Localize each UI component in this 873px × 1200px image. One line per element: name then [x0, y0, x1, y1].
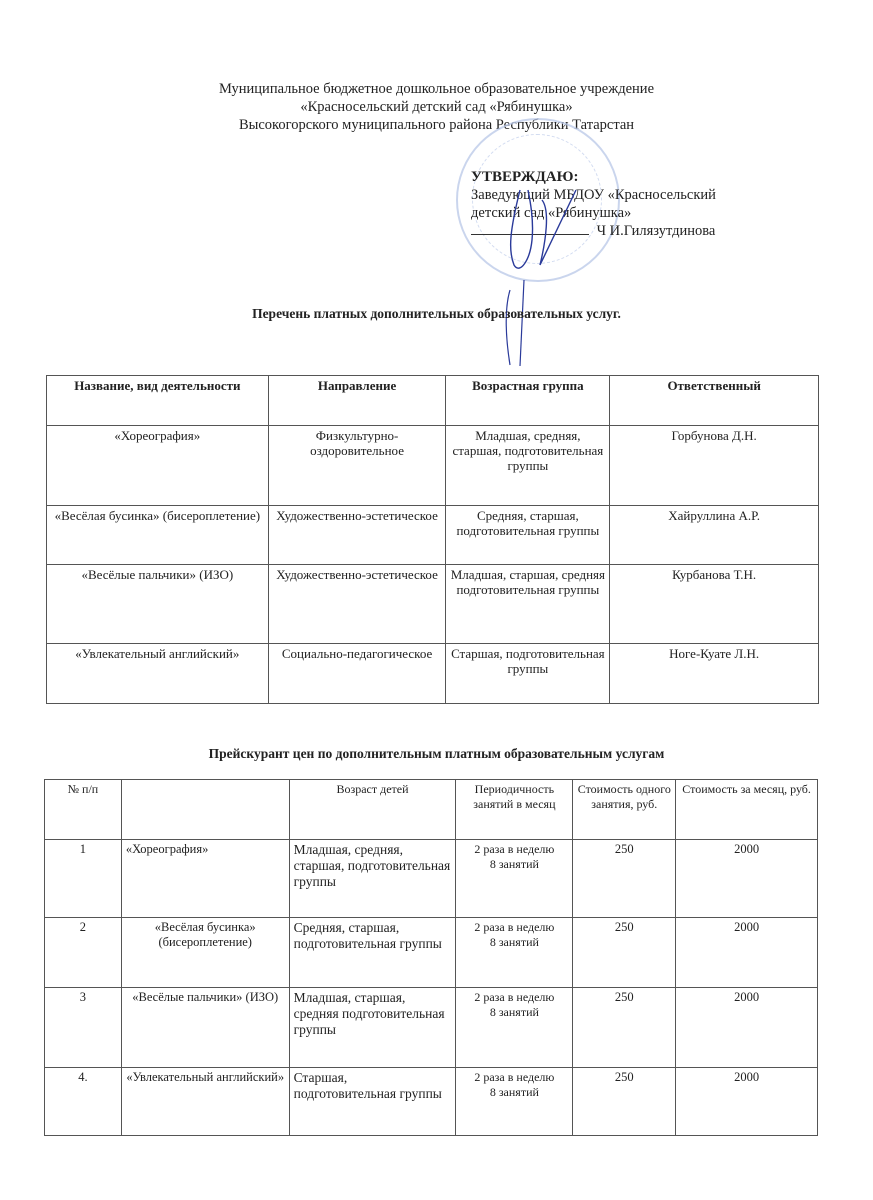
- service-responsible: Хайруллина А.Р.: [610, 506, 819, 565]
- service-name: «Весёлая бусинка» (бисероплетение): [121, 918, 289, 988]
- services-table: [46, 375, 819, 704]
- service-direction: Социально-педагогическое: [268, 644, 446, 704]
- institution-header: [0, 80, 873, 134]
- approval-signer: Ч И.Гилязутдинова: [596, 223, 716, 239]
- column-header: [121, 780, 289, 840]
- table-row: [45, 1068, 818, 1136]
- frequency-per-week: 2 раза в неделю: [474, 990, 555, 1004]
- column-header: Возраст детей: [289, 780, 456, 840]
- handwritten-signature-icon: [480, 170, 620, 370]
- service-name: «Хореография»: [47, 426, 269, 506]
- column-header: Название, вид деятельности: [47, 376, 269, 426]
- approval-position-line-1: Заведующий МБДОУ «Красносельский: [471, 187, 716, 203]
- frequency: [456, 988, 573, 1068]
- table-row: [47, 506, 819, 565]
- service-age-group: Средняя, старшая, подготовительная группы: [446, 506, 610, 565]
- lessons-per-month: 8 занятий: [489, 857, 539, 871]
- column-header: Стоимость за месяц, руб.: [676, 780, 818, 840]
- frequency-per-week: 2 раза в неделю: [474, 1070, 555, 1084]
- children-age: Младшая, средняя, старшая, подготовительная группы: [289, 840, 456, 918]
- column-header: Направление: [268, 376, 446, 426]
- monthly-price: 2000: [676, 1068, 818, 1136]
- service-responsible: Горбунова Д.Н.: [610, 426, 819, 506]
- frequency-per-week: 2 раза в неделю: [474, 920, 555, 934]
- table-row: [45, 840, 818, 918]
- lessons-per-month: 8 занятий: [489, 1005, 539, 1019]
- table-row: [47, 644, 819, 704]
- service-name: «Увлекательный английский»: [121, 1068, 289, 1136]
- table-header-row: [45, 780, 818, 840]
- frequency-per-week: 2 раза в неделю: [474, 842, 555, 856]
- service-direction: Физкультурно-оздоровительное: [268, 426, 446, 506]
- services-list-title: Перечень платных дополнительных образовательных услуг.: [252, 306, 621, 321]
- service-age-group: Младшая, старшая, средняя подготовительная группы: [446, 565, 610, 644]
- service-name: «Весёлая бусинка» (бисероплетение): [47, 506, 269, 565]
- service-name: «Весёлые пальчики» (ИЗО): [121, 988, 289, 1068]
- column-header: Возрастная группа: [446, 376, 610, 426]
- price-list-title: Прейскурант цен по дополнительным платным образовательным услугам: [208, 746, 665, 761]
- column-header: Периодичность занятий в месяц: [456, 780, 573, 840]
- children-age: Средняя, старшая, подготовительная группы: [289, 918, 456, 988]
- service-age-group: Старшая, подготовительная группы: [446, 644, 610, 704]
- table-header-row: [47, 376, 819, 426]
- monthly-price: 2000: [676, 988, 818, 1068]
- price-table: [44, 779, 818, 1136]
- lesson-price: 250: [573, 840, 676, 918]
- table-row: [45, 918, 818, 988]
- column-header: Стоимость одного занятия, руб.: [573, 780, 676, 840]
- service-age-group: Младшая, средняя, старшая, подготовительная группы: [446, 426, 610, 506]
- service-name: «Весёлые пальчики» (ИЗО): [47, 565, 269, 644]
- table-row: [45, 988, 818, 1068]
- row-number: 1: [45, 840, 122, 918]
- children-age: Младшая, старшая, средняя подготовительная группы: [289, 988, 456, 1068]
- table-row: [47, 426, 819, 506]
- service-responsible: Курбанова Т.Н.: [610, 565, 819, 644]
- children-age: Старшая, подготовительная группы: [289, 1068, 456, 1136]
- approval-title: УТВЕРЖДАЮ:: [471, 169, 579, 185]
- service-direction: Художественно-эстетическое: [268, 506, 446, 565]
- frequency: [456, 1068, 573, 1136]
- table-row: [47, 565, 819, 644]
- lesson-price: 250: [573, 1068, 676, 1136]
- monthly-price: 2000: [676, 918, 818, 988]
- monthly-price: 2000: [676, 840, 818, 918]
- lesson-price: 250: [573, 988, 676, 1068]
- header-line-1: Муниципальное бюджетное дошкольное образовательное учреждение: [219, 81, 654, 97]
- frequency: [456, 918, 573, 988]
- column-header: № п/п: [45, 780, 122, 840]
- column-header: Ответственный: [610, 376, 819, 426]
- service-responsible: Ноге-Куате Л.Н.: [610, 644, 819, 704]
- service-name: «Хореография»: [121, 840, 289, 918]
- service-direction: Художественно-эстетическое: [268, 565, 446, 644]
- header-line-2: «Красносельский детский сад «Рябинушка»: [300, 99, 573, 115]
- header-line-3: Высокогорского муниципального района Республики Татарстан: [238, 117, 635, 133]
- frequency: [456, 840, 573, 918]
- lesson-price: 250: [573, 918, 676, 988]
- row-number: 3: [45, 988, 122, 1068]
- lessons-per-month: 8 занятий: [489, 935, 539, 949]
- approval-position-line-2: детский сад «Рябинушка»: [471, 205, 632, 221]
- service-name: «Увлекательный английский»: [47, 644, 269, 704]
- lessons-per-month: 8 занятий: [489, 1085, 539, 1099]
- row-number: 4.: [45, 1068, 122, 1136]
- row-number: 2: [45, 918, 122, 988]
